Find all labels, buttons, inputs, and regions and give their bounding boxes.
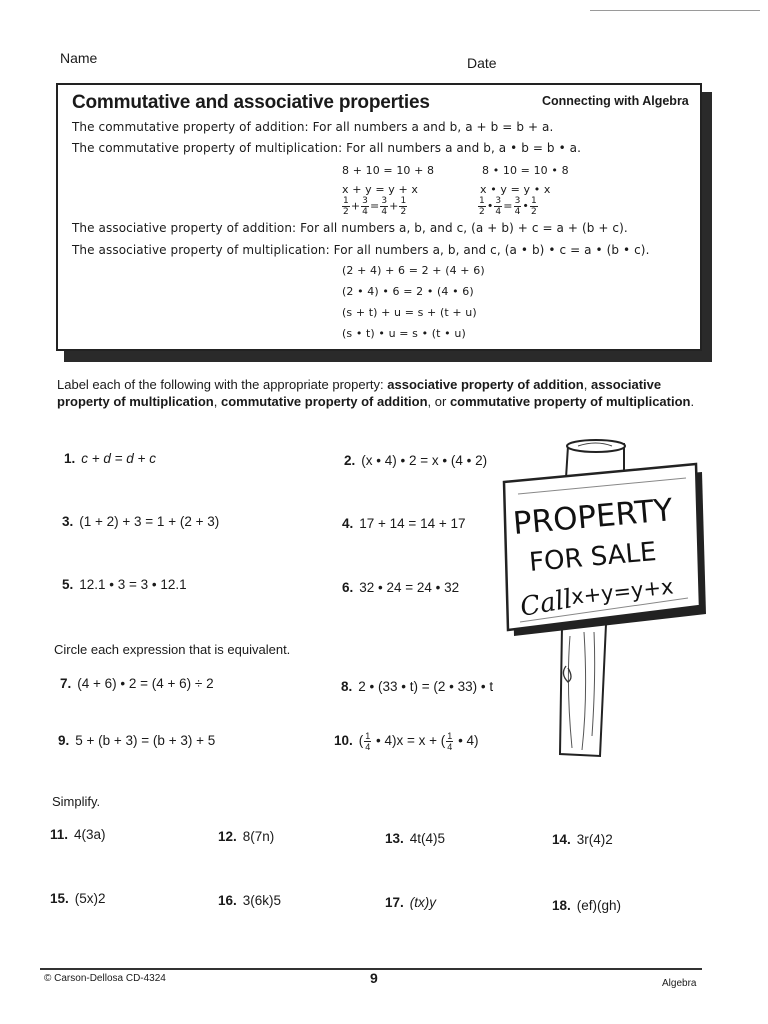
example-add-1: 8 + 10 = 10 + 8	[342, 164, 435, 177]
definition-box	[56, 83, 702, 351]
problem-17: 17. (tx)y	[385, 895, 437, 910]
box-title: Commutative and associative properties	[72, 92, 430, 113]
example-add-2: x + y = y + x	[342, 183, 418, 196]
problem-10: 10. ( $\frac{1}{4}$ • 4)x = x + ( $\frac{1}{4}$ • 4)	[334, 731, 479, 752]
assoc-example-4: (s • t) • u = s • (t • u)	[342, 327, 466, 340]
problem-8: 8. 2 • (33 • t) = (2 • 33) • t	[341, 679, 494, 694]
assoc-example-1: (2 + 4) + 6 = 2 + (4 + 6)	[342, 264, 485, 277]
problem-1: 1. c + d = d + c	[64, 451, 156, 466]
example-mult-fractions: $\frac{1}{2}$ • $\frac{3}{4}$ = $\frac{3}{4}$ • $\frac{1}{2}$	[479, 196, 537, 217]
footer-copyright: © Carson-Dellosa CD-4324	[44, 973, 166, 984]
problem-12: 12. 8(7n)	[218, 829, 275, 844]
example-mult-1: 8 • 10 = 10 • 8	[482, 164, 569, 177]
name-label: Name	[60, 50, 98, 66]
commutative-multiplication-def: The commutative property of multiplication: For all numbers a and b, a • b = b • a.	[72, 141, 582, 155]
page-number: 9	[370, 970, 378, 986]
problem-3: 3. (1 + 2) + 3 = 1 + (2 + 3)	[62, 514, 220, 529]
assoc-example-3: (s + t) + u = s + (t + u)	[342, 306, 477, 319]
assoc-example-2: (2 • 4) • 6 = 2 • (4 • 6)	[342, 285, 474, 298]
problem-2: 2. (x • 4) • 2 = x • (4 • 2)	[344, 453, 488, 468]
sign-call-text: Call	[518, 584, 575, 623]
circle-instructions: Circle each expression that is equivalent.	[54, 642, 291, 657]
problem-9: 9. 5 + (b + 3) = (b + 3) + 5	[58, 733, 216, 748]
sign-property-text: PROPERTY	[511, 492, 675, 542]
example-mult-2: x • y = y • x	[480, 183, 551, 196]
sign-for-sale-text: FOR SALE	[527, 536, 658, 578]
problem-13: 13. 4t(4)5	[385, 831, 446, 846]
problem-5: 5. 12.1 • 3 = 3 • 12.1	[62, 577, 187, 592]
label-instructions: Label each of the following with the appropriate property: associative property of addition, associative property of multiplication, commutative property of addition, or commutative property of multiplication.	[57, 377, 695, 409]
date-label: Date	[467, 55, 497, 71]
associative-addition-def: The associative property of addition: For all numbers a, b, and c, (a + b) + c = a + (b + c).	[72, 221, 628, 235]
problem-16: 16. 3(6k)5	[218, 893, 282, 908]
scan-artifact-line	[590, 10, 760, 11]
fraction-one-fourth: $\frac{1}{4}$	[365, 731, 371, 752]
problem-15: 15. (5x)2	[50, 891, 106, 906]
property-sign-illustration	[496, 436, 716, 766]
fraction-one-fourth: $\frac{1}{4}$	[447, 731, 453, 752]
problem-4: 4. 17 + 14 = 14 + 17	[342, 516, 466, 531]
commutative-addition-def: The commutative property of addition: For all numbers a and b, a + b = b + a.	[72, 120, 554, 134]
footer-subject: Algebra	[662, 978, 697, 989]
example-add-fractions: $\frac{1}{2}$ + $\frac{3}{4}$ = $\frac{3}{4}$ + $\frac{1}{2}$	[343, 196, 407, 217]
associative-multiplication-def: The associative property of multiplication: For all numbers a, b, and c, (a • b) • c = a • (b • c).	[72, 243, 650, 257]
problem-18: 18. (ef)(gh)	[552, 898, 622, 913]
problem-11: 11. 4(3a)	[50, 827, 106, 842]
sign-equation-text: x+y=y+x	[570, 574, 675, 609]
simplify-instructions: Simplify.	[52, 794, 101, 809]
problem-14: 14. 3r(4)2	[552, 832, 613, 847]
problem-7: 7. (4 + 6) • 2 = (4 + 6) ÷ 2	[60, 676, 214, 691]
box-subtitle: Connecting with Algebra	[542, 94, 689, 108]
problem-6: 6. 32 • 24 = 24 • 32	[342, 580, 460, 595]
